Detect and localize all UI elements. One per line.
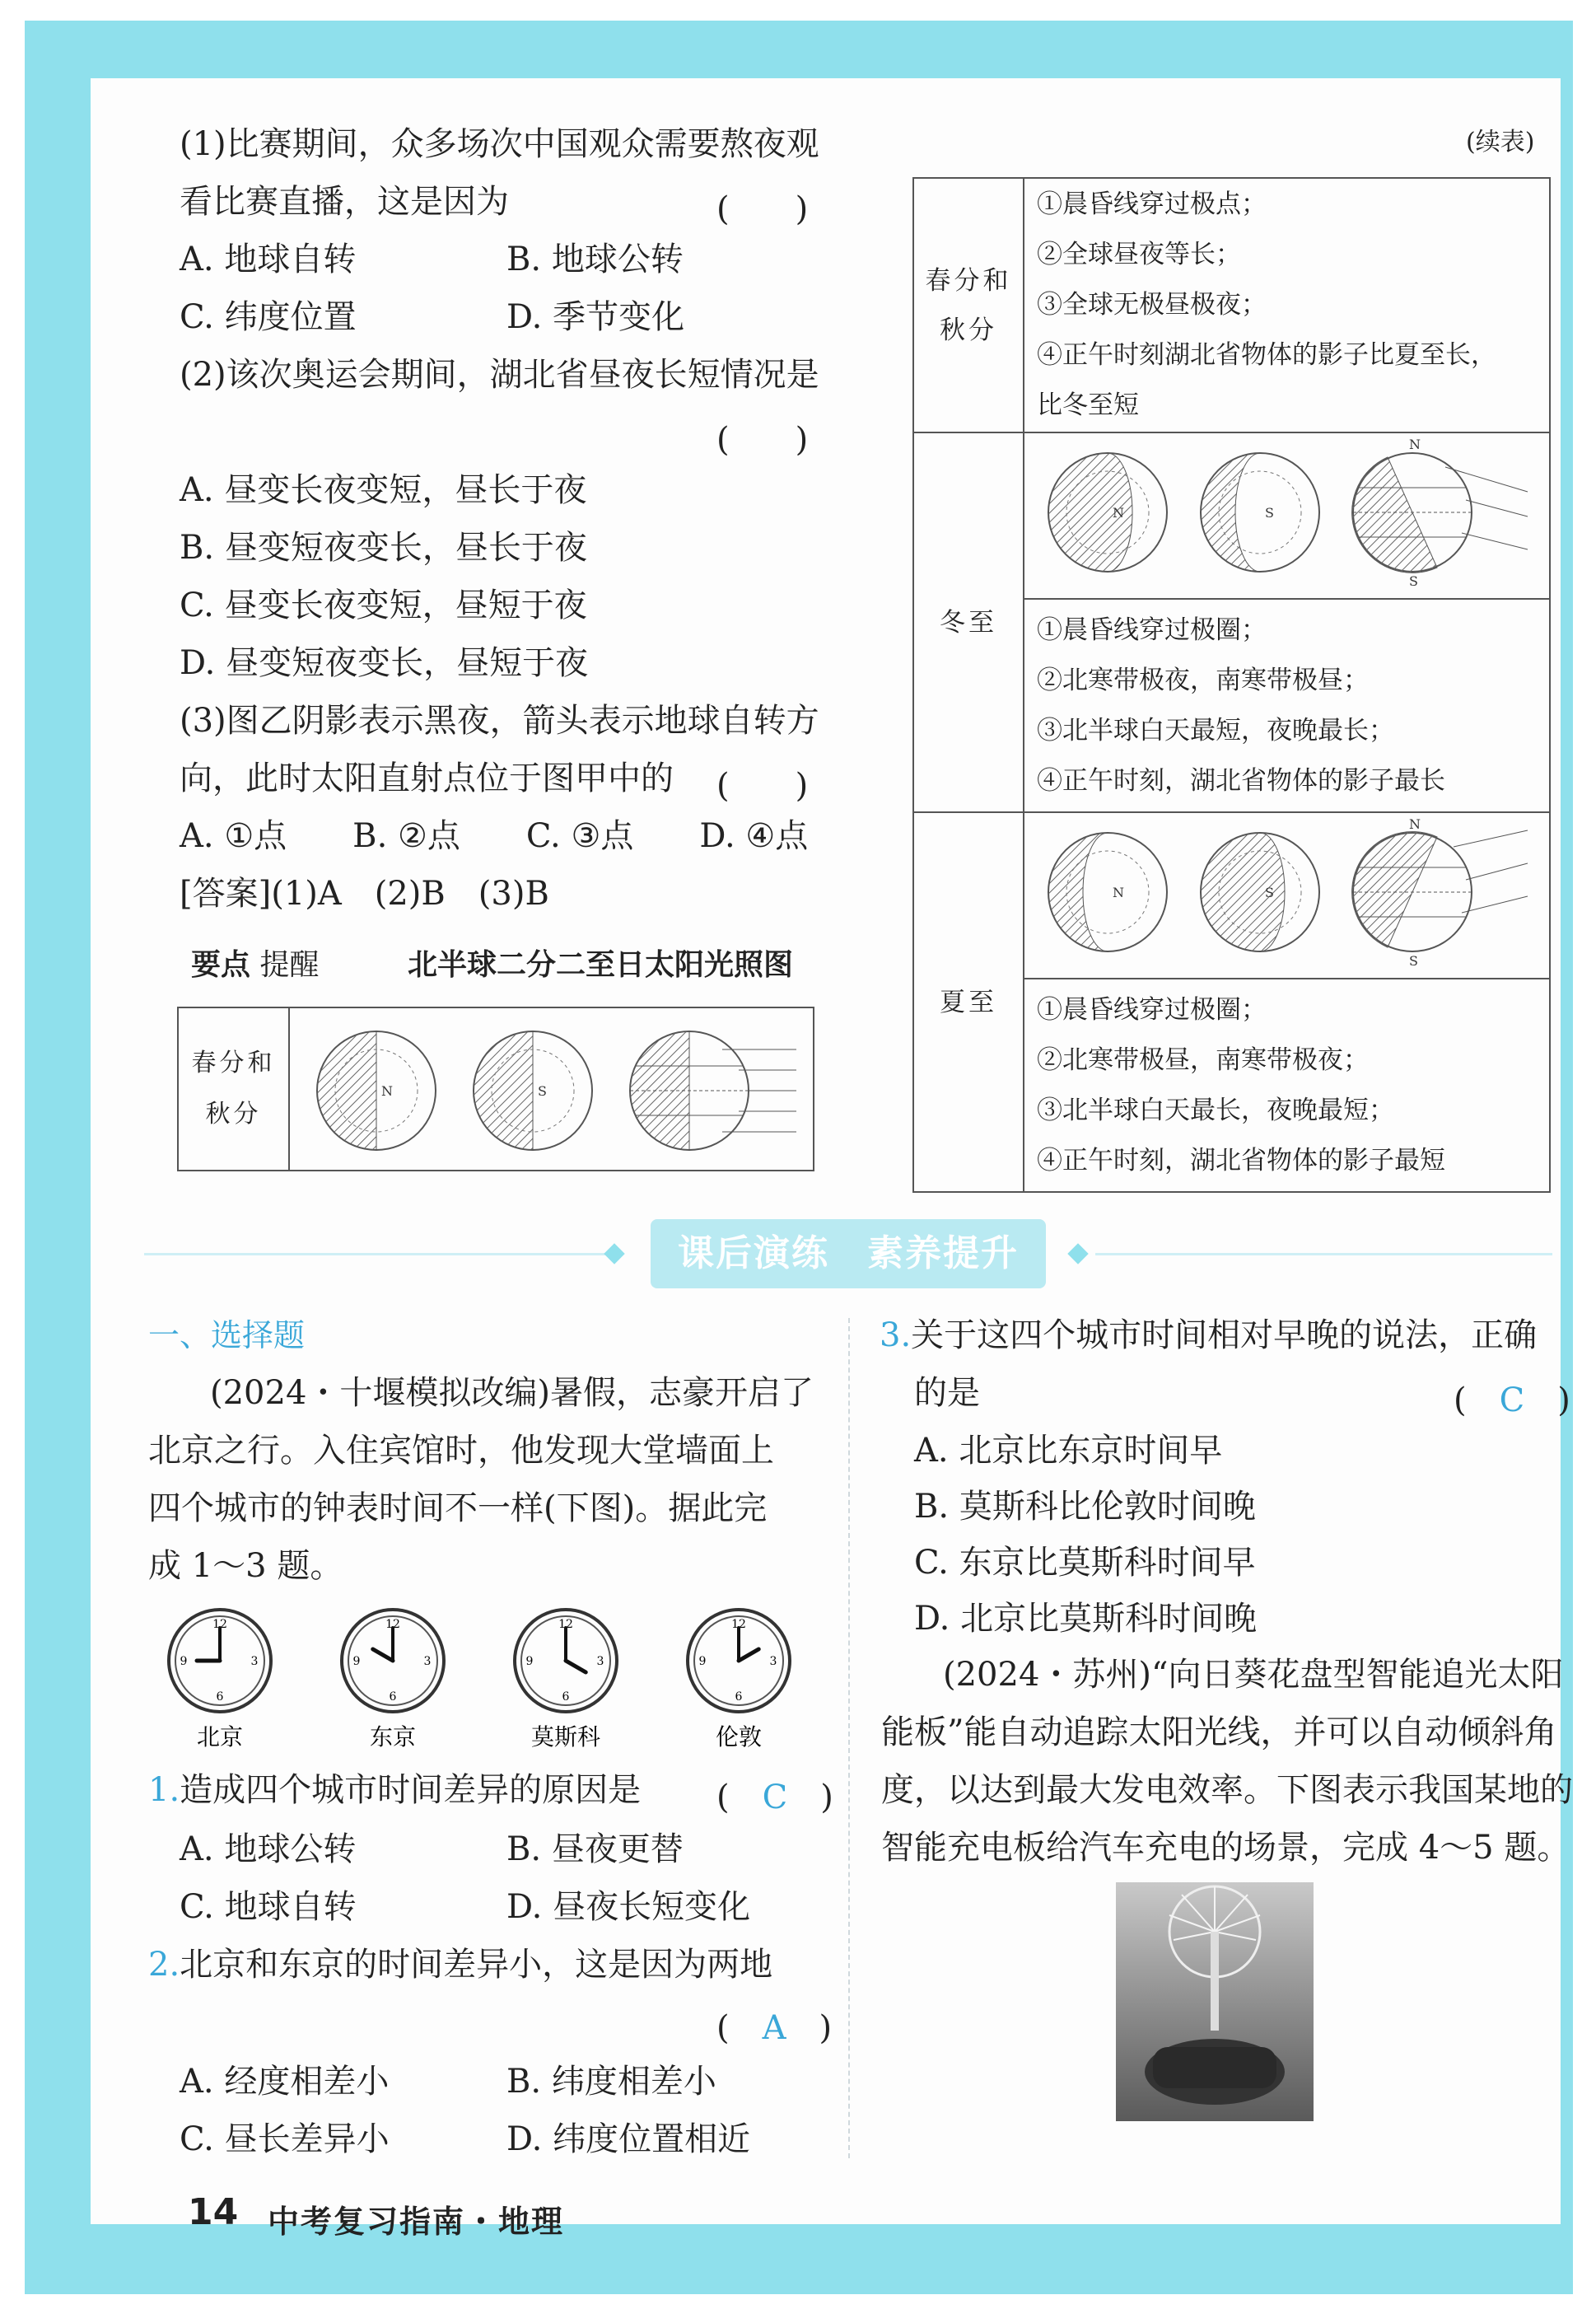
q2-opt-a: A. 经度相差小 (180, 2063, 390, 2101)
summer-globe-2-s: S (1265, 885, 1274, 900)
summer-note-2: ②北寒带极昼，南寒带极夜； (1037, 1045, 1369, 1075)
section-title: 一、选择题 (148, 1317, 306, 1353)
book-title: 中考复习指南・地理 (268, 2204, 565, 2240)
row-summer (913, 812, 1550, 979)
tip-title: 北半球二分二至日太阳光照图 (408, 948, 794, 982)
left-equinox-globes (310, 1025, 796, 1157)
q1-opt-d: D. 昼夜长短变化 (506, 1888, 751, 1926)
winter-globe-2 (1201, 453, 1319, 572)
cell-summer-head: 夏至 (913, 812, 1024, 1192)
equinox-note-4: ④正午时刻湖北省物体的影子比夏至长， (1037, 340, 1496, 370)
equinox-note-3: ③全球无极昼极夜； (1037, 290, 1267, 320)
left-globe-2 (474, 1031, 592, 1150)
left-globe-2-s: S (538, 1083, 547, 1099)
tip-label-bold: 要点 (191, 948, 251, 982)
clock-1 (169, 1610, 271, 1750)
intro2-line3: 度，以达到最大发电效率。下图表示我国某地的 (881, 1771, 1573, 1809)
summer-note-4: ④正午时刻，湖北省物体的影子最短 (1037, 1145, 1445, 1176)
clock-numeral: 9 (525, 1655, 534, 1668)
winter-globe-3 (1352, 437, 1528, 589)
cell-summer-globes (1024, 812, 1550, 979)
right-table (912, 177, 1551, 1193)
q-pre-1-opt-c: C. 纬度位置 (180, 298, 357, 336)
q1-number: 1. (148, 1771, 180, 1809)
summer-globe-3 (1352, 816, 1528, 969)
summer-globe-3-n: N (1409, 816, 1421, 832)
q3-stem (880, 1316, 1537, 1354)
left-table-head-line2: 秋分 (205, 1100, 262, 1129)
q-pre-1-opt-d: D. 季节变化 (506, 298, 685, 336)
q3-paren: ( C ) (1454, 1381, 1570, 1419)
clock-numeral: 3 (423, 1655, 432, 1668)
clock-numeral: 12 (731, 1618, 746, 1631)
summer-note-3: ③北半球白天最长，夜晚最短； (1037, 1095, 1394, 1125)
left-globe-1 (317, 1031, 436, 1150)
q1-opt-a: A. 地球公转 (180, 1830, 357, 1868)
clock-numeral: 6 (216, 1690, 224, 1704)
clock-3 (515, 1610, 617, 1750)
q-pre-3-line2: 向，此时太阳直射点位于图甲中的 (180, 760, 674, 797)
q-pre-3-options: A. ①点 B. ②点 C. ③点 D. ④点 (180, 817, 809, 855)
winter-note-1: ①晨昏线穿过极圈； (1037, 615, 1267, 645)
intro2-line1: (2024・苏州)“向日葵花盘型智能追光太阳 (943, 1656, 1564, 1694)
clock-2 (342, 1610, 444, 1750)
page-border-left (25, 21, 91, 2294)
q2-opt-c: C. 昼长差异小 (180, 2120, 390, 2158)
q3-opt-c: C. 东京比莫斯科时间早 (914, 1544, 1256, 1582)
left-table-head (179, 1008, 290, 1170)
q-pre-1-paren: ( ) (716, 190, 809, 228)
q-pre-2-opt-d: D. 昼变短夜变长，昼短于夜 (180, 644, 589, 682)
equinox-note-2: ②全球昼夜等长； (1037, 240, 1241, 269)
summer-globe-3-s: S (1409, 953, 1418, 969)
cell-equinox-head-2: 秋分 (940, 315, 997, 345)
page-number: 14 (188, 2191, 239, 2233)
q2-opt-d: D. 纬度位置相近 (506, 2120, 751, 2158)
row-winter (913, 432, 1550, 599)
q-pre-1-line2: 看比赛直播，这是因为 (180, 183, 509, 221)
clock-numeral: 6 (562, 1690, 570, 1704)
q2-stem-text: 北京和东京的时间差异小，这是因为两地 (180, 1946, 773, 1984)
q-pre-1-opt-a: A. 地球自转 (180, 241, 357, 278)
left-table-head-line1: 春分和 (191, 1049, 276, 1077)
q3-opt-a: A. 北京比东京时间早 (914, 1432, 1223, 1470)
q1-answer: C (762, 1778, 788, 1816)
tip-label (191, 942, 319, 984)
clock-numeral: 9 (180, 1655, 188, 1668)
q3-stem-text2: 的是 (914, 1374, 980, 1412)
clock-numeral: 12 (558, 1618, 573, 1631)
hour-hand (739, 1649, 758, 1661)
q3-opt-b: B. 莫斯科比伦敦时间晚 (914, 1488, 1256, 1526)
winter-globe-1 (1048, 453, 1167, 572)
clock-numeral: 9 (698, 1655, 707, 1668)
city-clocks (161, 1605, 836, 1761)
equinox-note-1: ①晨昏线穿过极点； (1037, 189, 1267, 219)
q2-opt-b: B. 纬度相差小 (506, 2063, 716, 2101)
q-pre-answer: [答案](1)A (2)B (3)B (180, 875, 549, 913)
clock-numeral: 12 (385, 1618, 400, 1631)
intro-line2: 北京之行。入住宾馆时，他发现大堂墙面上 (148, 1432, 774, 1470)
banner-line-left (144, 1253, 605, 1255)
q3-opt-d: D. 北京比莫斯科时间晚 (914, 1600, 1258, 1638)
clock-city-label: 东京 (369, 1723, 417, 1750)
cell-equinox-head (913, 178, 1024, 432)
q-pre-3-line1: (3)图乙阴影表示黑夜，箭头表示地球自转方 (180, 702, 819, 740)
cell-winter-notes (1024, 599, 1550, 812)
q-pre-1-opt-b: B. 地球公转 (506, 241, 684, 278)
clock-city-label: 莫斯科 (530, 1723, 601, 1750)
equinox-note-5: 比冬至短 (1037, 390, 1139, 420)
q2-paren: ( A ) (716, 2009, 833, 2047)
intro-line1: (2024・十堰模拟改编)暑假，志豪开启了 (210, 1374, 814, 1412)
intro-line3: 四个城市的钟表时间不一样(下图)。据此完 (148, 1489, 768, 1527)
clock-4 (688, 1610, 790, 1750)
cell-winter-head: 冬至 (913, 432, 1024, 812)
q-pre-3-paren: ( ) (716, 767, 809, 805)
winter-globe-3-n: N (1409, 437, 1421, 452)
cell-winter-globes (1024, 432, 1550, 599)
solar-panel-car-photo (1116, 1882, 1314, 2121)
q1-stem-text: 造成四个城市时间差异的原因是 (180, 1771, 642, 1809)
winter-globe-1-n: N (1113, 505, 1124, 521)
q2-stem (148, 1946, 772, 1984)
hour-hand (373, 1649, 393, 1661)
hour-hand (566, 1661, 586, 1672)
banner-line-right (1095, 1253, 1552, 1255)
table-continued-label: (续表) (1466, 128, 1535, 157)
summer-globe-1 (1048, 833, 1167, 951)
column-divider (848, 1318, 850, 2158)
left-globe-3 (630, 1031, 796, 1150)
summer-globes (1025, 814, 1536, 970)
intro-line4: 成 1～3 题。 (148, 1547, 343, 1585)
summer-note-1: ①晨昏线穿过极圈； (1037, 994, 1267, 1025)
section-banner: 课后演练 素养提升 (651, 1219, 1046, 1288)
sunflower-panel-icon (1116, 1882, 1314, 2121)
q3-answer: C (1499, 1381, 1525, 1419)
q-pre-2-opt-b: B. 昼变短夜变长，昼长于夜 (180, 529, 587, 567)
cell-equinox-notes (1024, 178, 1550, 432)
q-pre-2-opt-c: C. 昼变长夜变短，昼短于夜 (180, 587, 587, 624)
q1-stem (148, 1771, 641, 1809)
tip-label-rest: 提醒 (259, 948, 320, 982)
winter-globes (1025, 434, 1536, 591)
winter-globe-3-s: S (1409, 573, 1418, 589)
clock-numeral: 6 (735, 1690, 743, 1704)
clock-numeral: 6 (389, 1690, 397, 1704)
q1-opt-c: C. 地球自转 (180, 1888, 357, 1926)
left-globe-1-n: N (381, 1083, 393, 1099)
summer-globe-1-n: N (1113, 885, 1124, 900)
clock-numeral: 3 (250, 1655, 259, 1668)
page-border-bottom (25, 2224, 1573, 2294)
q2-answer: A (762, 2009, 786, 2047)
clock-city-label: 伦敦 (715, 1723, 763, 1750)
q3-stem-text1: 关于这四个城市时间相对早晚的说法，正确 (911, 1316, 1538, 1354)
q3-number: 3. (880, 1316, 912, 1354)
row-equinox (913, 178, 1550, 432)
q-pre-2-paren: ( ) (716, 421, 809, 459)
winter-note-2: ②北寒带极夜，南寒带极昼； (1037, 665, 1369, 695)
intro2-line4: 智能充电板给汽车充电的场景，完成 4～5 题。 (881, 1829, 1570, 1867)
page-border-top (25, 21, 1573, 78)
clock-numeral: 12 (212, 1618, 227, 1631)
cell-equinox-head-1: 春分和 (925, 265, 1012, 296)
q1-opt-b: B. 昼夜更替 (506, 1830, 684, 1868)
q-pre-2-opt-a: A. 昼变长夜变短，昼长于夜 (180, 471, 587, 509)
q2-number: 2. (148, 1946, 180, 1984)
page-border-right (1561, 21, 1573, 2294)
q-pre-1-line1: (1)比赛期间，众多场次中国观众需要熬夜观 (180, 125, 819, 163)
intro2-line2: 能板”能自动追踪太阳光线，并可以自动倾斜角 (881, 1713, 1557, 1751)
q-pre-2-line1: (2)该次奥运会期间，湖北省昼夜长短情况是 (180, 356, 819, 394)
clock-numeral: 3 (769, 1655, 777, 1668)
cell-summer-notes (1024, 979, 1550, 1192)
clock-numeral: 3 (596, 1655, 604, 1668)
left-equinox-table (177, 1007, 814, 1171)
summer-globe-2 (1201, 833, 1319, 951)
winter-globe-2-s: S (1265, 505, 1274, 521)
clock-city-label: 北京 (196, 1723, 244, 1750)
winter-note-4: ④正午时刻，湖北省物体的影子最长 (1037, 765, 1445, 796)
q1-paren: ( C ) (716, 1778, 833, 1816)
clock-numeral: 9 (352, 1655, 361, 1668)
winter-note-3: ③北半球白天最短，夜晚最长； (1037, 715, 1394, 746)
